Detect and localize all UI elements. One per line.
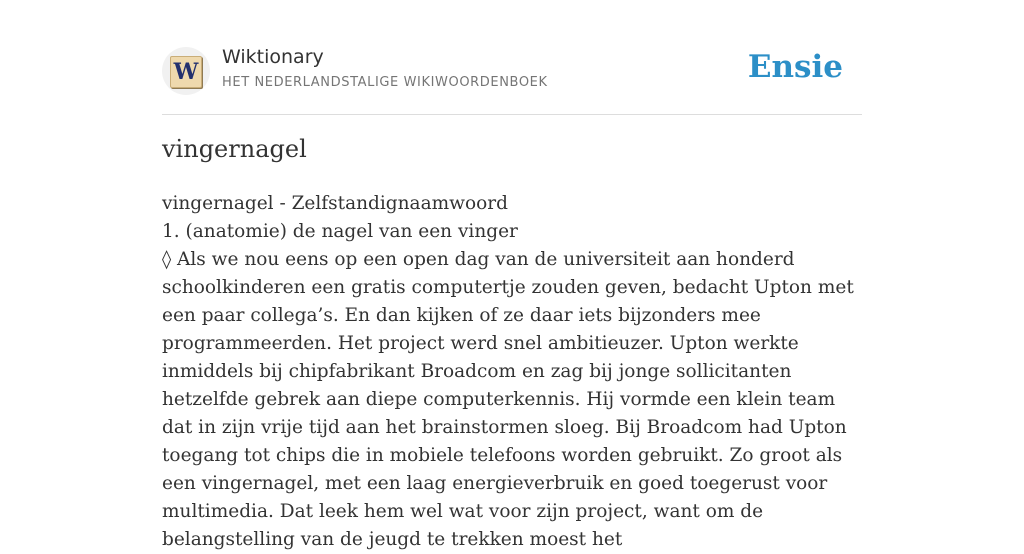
example-text: ◊ Als we nou eens op een open dag van de universiteit aan honderd schoolkinderen een gratis computertje zouden geven, bedacht Upton met een paar collega’s. En dan kijken of ze daar iets bijzonders mee programmeerden. Het project werd snel ambitieuzer. Upton werkte inmiddels bij chipfabrikant Broadcom en zag bij jonge sollicitanten hetzelfde gebrek aan diepe computerkennis. Hij vormde een klein team dat in zijn vrije tijd aan het brainstormen sloeg. Bij Broadcom had Upton toegang tot chips die in mobiele telefoons worden gebruikt. Zo groot als een vingernagel, met een laag energieverbruik en goed toegerust voor multimedia. Dat leek hem wel wat voor zijn project, want om de belangstelling van de jeugd te trekken moest het <box>162 249 854 550</box>
entry-title: vingernagel <box>162 135 307 163</box>
ensie-brand-logo[interactable]: Ensie <box>747 49 843 85</box>
logo-tile-icon: W <box>170 56 202 88</box>
wiktionary-logo[interactable] <box>162 47 210 95</box>
definition: 1. (anatomie) de nagel van een vinger <box>162 221 518 242</box>
entry-content <box>162 190 862 554</box>
part-of-speech: vingernagel - Zelfstandignaamwoord <box>162 193 508 214</box>
site-header <box>162 44 862 115</box>
site-subtitle: HET NEDERLANDSTALIGE WIKIWOORDENBOEK <box>222 75 548 90</box>
site-title[interactable]: Wiktionary <box>222 46 324 68</box>
